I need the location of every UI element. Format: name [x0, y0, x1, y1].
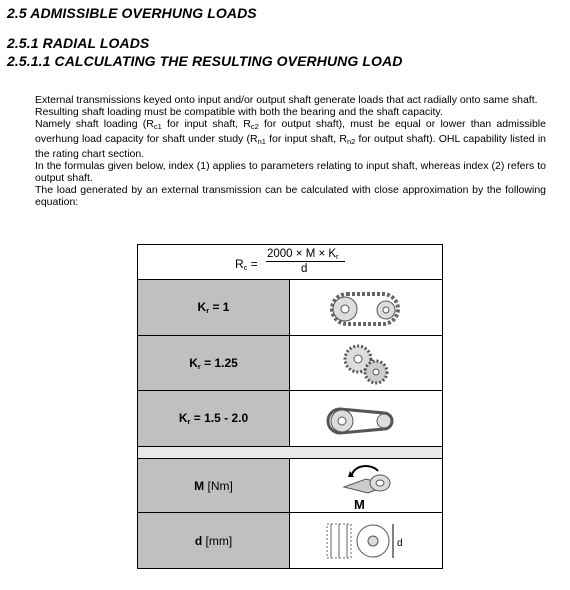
paragraph-2: Resulting shaft loading must be compatible with both the bearing and the shaft capacity. — [35, 106, 443, 118]
torque-shaft-icon — [290, 459, 443, 513]
paragraph-3: Namely shaft loading ($R_{c1}$ for input shaft, $R_{c2}$ for output shaft), must be equal or lower than admissible overhung load capacity for shaft under study ($R_{n1}$ for input shaft, $R_{n2}$ for output shaft). OHL capability listed in the rating chart section. — [35, 118, 546, 160]
fraction-bar — [266, 261, 345, 262]
belt-drive-icon — [290, 391, 443, 447]
body-text — [35, 94, 546, 208]
chain-drive-icon — [290, 280, 443, 336]
overhung-load-formula: $R_c$ = $2000 \times M \times K_r$ d — [138, 245, 442, 279]
diameter-cell: d [mm] — [138, 513, 290, 569]
paragraph-4: In the formulas given below, index (1) applies to parameters relating to input shaft, whereas index (2) refers to output shaft. — [35, 160, 546, 184]
table-spacer — [138, 447, 443, 459]
paragraph-5: The load generated by an external transmission can be calculated with close approximation by the following equation: — [35, 184, 546, 208]
subsubsection-heading: 2.5.1.1 CALCULATING THE RESULTING OVERHUNG LOAD — [7, 53, 403, 69]
section-heading: 2.5 ADMISSIBLE OVERHUNG LOADS — [7, 5, 257, 21]
formula-denominator: d — [301, 263, 308, 275]
formula-table — [137, 244, 443, 569]
torque-cell: M [Nm] — [138, 459, 290, 513]
formula-cell — [138, 245, 443, 280]
paragraph-1: External transmissions keyed onto input and/or output shaft generate loads that act radially onto same shaft. — [35, 94, 538, 106]
pulley-diameter-icon — [290, 513, 443, 569]
gear-drive-icon — [290, 336, 443, 391]
svg-text:M: M — [354, 496, 365, 511]
kr-chain-cell: $K_r = 1$ — [138, 280, 290, 336]
svg-text:d: d — [397, 537, 403, 549]
subsection-heading: 2.5.1 RADIAL LOADS — [7, 35, 150, 51]
kr-gear-cell: $K_r = 1.25$ — [138, 336, 290, 391]
formula-numerator: $2000 \times M \times K_r$ — [267, 248, 339, 261]
kr-belt-cell: $K_r = 1.5 - 2.0$ — [138, 391, 290, 447]
